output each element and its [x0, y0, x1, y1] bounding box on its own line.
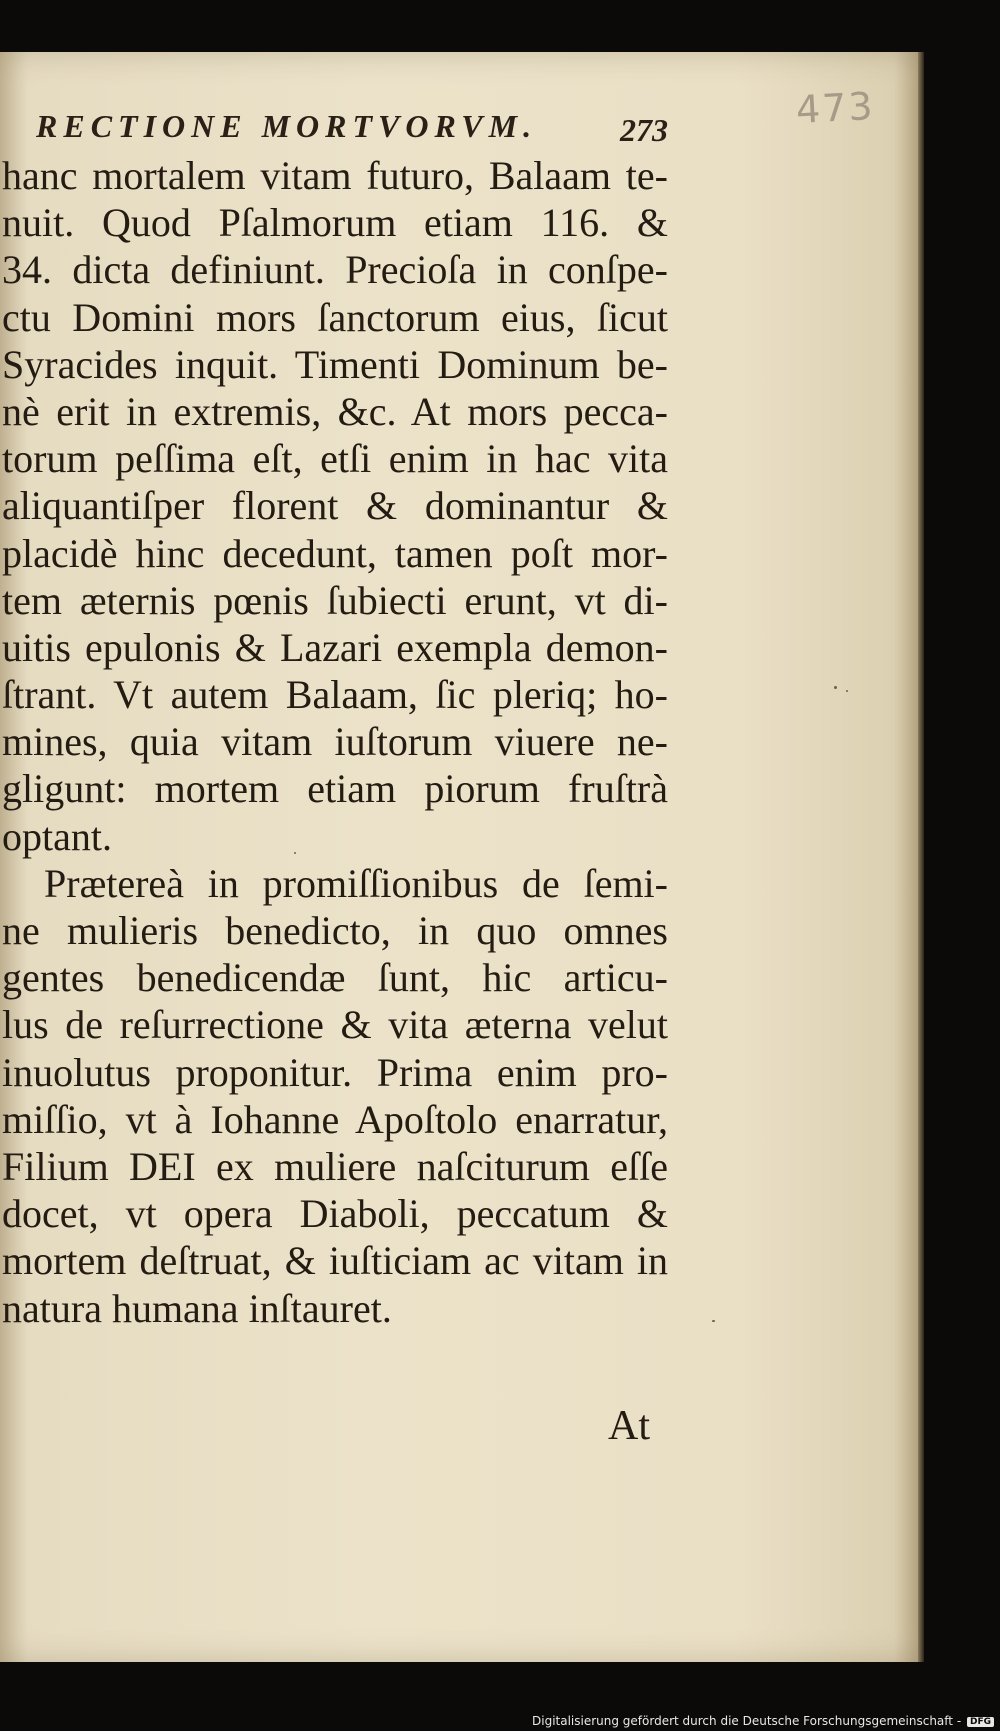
text-line: nè erit in extremis, &c. At mors pecca-	[2, 388, 668, 434]
archive-pencil-mark: 473	[794, 83, 876, 133]
text-line: gligunt: mortem etiam piorum fruſtrà	[2, 766, 668, 812]
text-line: torum peſſima eſt, etſi enim in hac vita	[2, 436, 668, 482]
page-edge	[918, 52, 924, 1662]
text-line: hanc mortalem vitam futuro, Balaam te-	[2, 153, 668, 198]
text-line: optant.	[2, 813, 112, 859]
paper-speck	[294, 852, 296, 854]
text-line: 34. dicta definiunt. Precioſa in conſpe-	[2, 247, 668, 293]
text-line: Syracides inquit. Timenti Dominum be-	[2, 341, 668, 387]
page-number: 273	[620, 112, 668, 148]
catchword: At	[608, 1403, 650, 1449]
text-line: inuolutus proponitur. Prima enim pro-	[2, 1049, 668, 1095]
text-line: docet, vt opera Diaboli, peccatum &	[2, 1191, 668, 1237]
text-line: lus de reſurrectione & vita æterna velut	[2, 1002, 668, 1048]
credit-text: Digitalisierung gefördert durch die Deutsche Forschungsgemeinschaft -	[532, 1714, 962, 1728]
text-line: uitis epulonis & Lazari exempla demon-	[2, 624, 668, 670]
text-line: Prætereà in promiſſionibus de ſemi-	[44, 860, 668, 906]
paper-speck	[712, 1320, 715, 1322]
body-text	[2, 152, 668, 1332]
paper-speck	[834, 686, 837, 689]
text-line: ne mulieris benedicto, in quo omnes	[2, 908, 668, 953]
paper-speck	[846, 690, 848, 692]
digitization-credit	[0, 1714, 994, 1728]
text-line: Filium DEI ex muliere naſciturum eſſe	[2, 1143, 668, 1189]
text-line: aliquantiſper florent & dominantur &	[2, 483, 668, 529]
running-head: RECTIONE MORTVORVM.	[36, 108, 538, 144]
text-line: mines, quia vitam iuſtorum viuere ne-	[2, 719, 668, 765]
dfg-logo: DFG	[967, 1717, 994, 1727]
text-line: tem æternis pœnis ſubiecti erunt, vt di-	[2, 577, 668, 623]
text-line: natura humana inſtauret.	[2, 1285, 392, 1331]
text-line: gentes benedicendæ ſunt, hic articu-	[2, 955, 668, 1001]
text-line: miſſio, vt à Iohanne Apoſtolo enarratur,	[2, 1096, 668, 1142]
text-line: placidè hinc decedunt, tamen poſt mor-	[2, 530, 668, 576]
text-line: nuit. Quod Pſalmorum etiam 116. &	[2, 200, 668, 246]
text-line: mortem deſtruat, & iuſticiam ac vitam in	[2, 1238, 668, 1284]
text-line: ctu Domini mors ſanctorum eius, ſicut	[2, 294, 668, 340]
text-line: ſtrant. Vt autem Balaam, ſic pleriq; ho-	[2, 672, 668, 718]
